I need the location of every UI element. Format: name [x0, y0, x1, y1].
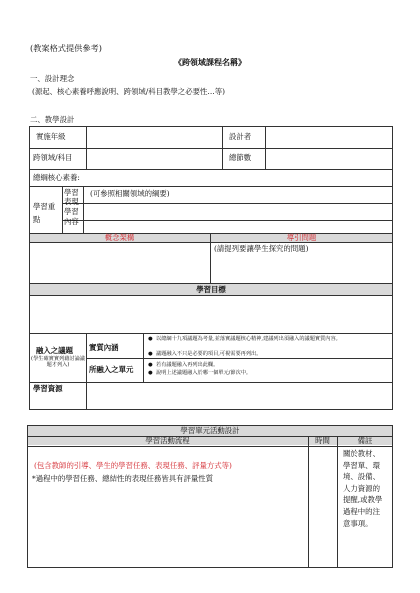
bullet-icon: ●: [148, 351, 153, 357]
bullet-text-4: 說明上述議題融入於哪一個單元/節次中。: [156, 370, 252, 376]
course-title: 《跨領域課程名稱》: [174, 57, 246, 67]
bullet-text-3: 若有議題融入再列出此欄。: [156, 362, 219, 368]
integrated-issues-note: (學生確實實列藉討論議題才列入): [31, 356, 85, 369]
bullet-icon: ●: [148, 370, 153, 376]
total-periods-label: 總節數: [229, 153, 252, 162]
bullet-text-1: 以總綱十九項議題為考量,並落實議題核心精神,建議列出須融入的議題實質內容。: [156, 336, 341, 342]
learning-objectives-label: 學習目標: [196, 285, 226, 294]
integrated-issues-label: 融入之議題: [36, 346, 73, 355]
substance-label: 實質內涵: [89, 343, 119, 352]
bullet-icon: ●: [148, 336, 153, 342]
remark-label: 備註: [357, 436, 373, 445]
activity-flow-hint: (包含教師的引導、學生的學習任務、表現任務、評量方式等): [34, 461, 232, 470]
designer-label: 設計者: [229, 132, 252, 141]
learning-content-label: 學習內容: [64, 207, 79, 226]
concept-map-label: 概念架構: [104, 233, 135, 242]
performance-hint: (可參照相關領域的綱要): [90, 189, 170, 198]
integrated-units-label: 所融入之單元: [89, 365, 134, 374]
domain-label: 跨領域/科目: [33, 153, 73, 162]
remark-body: 關於教材、學習單、環境、設備、人力資源的提醒,或教學過程中的注意事項。: [343, 449, 383, 528]
learning-resources-label: 學習資源: [33, 384, 63, 393]
time-label: 時間: [315, 436, 330, 445]
guiding-questions-label: 導引問題: [286, 233, 317, 242]
format-note: (教案格式提供參考): [30, 43, 102, 53]
activity-design-header: 學習單元活動設計: [180, 426, 240, 435]
bullet-icon: ●: [148, 362, 153, 368]
learning-focus-label: 學習重點: [33, 202, 56, 224]
assessment-note: *過程中的學習任務、總結性的表現任務皆具有評量性質: [32, 474, 214, 483]
activity-flow-label: 學習活動流程: [145, 436, 190, 445]
grade-label: 實施年級: [36, 132, 66, 141]
section-1-heading: 一、設計理念: [30, 74, 75, 83]
section-1-body: (源起、核心素養呼應說明、跨領域/科目教學之必要性…等): [32, 87, 226, 96]
section-2-heading: 二、教學設計: [30, 115, 75, 124]
learning-performance-label: 學習表現: [64, 188, 79, 206]
bullet-text-2: 議題融入不只是必要的項目,可視需要再列出。: [156, 351, 262, 357]
guiding-questions-hint: (請提列要讓學生探究的問題): [214, 244, 309, 253]
core-competency-label: 總綱核心素養:: [33, 173, 80, 182]
